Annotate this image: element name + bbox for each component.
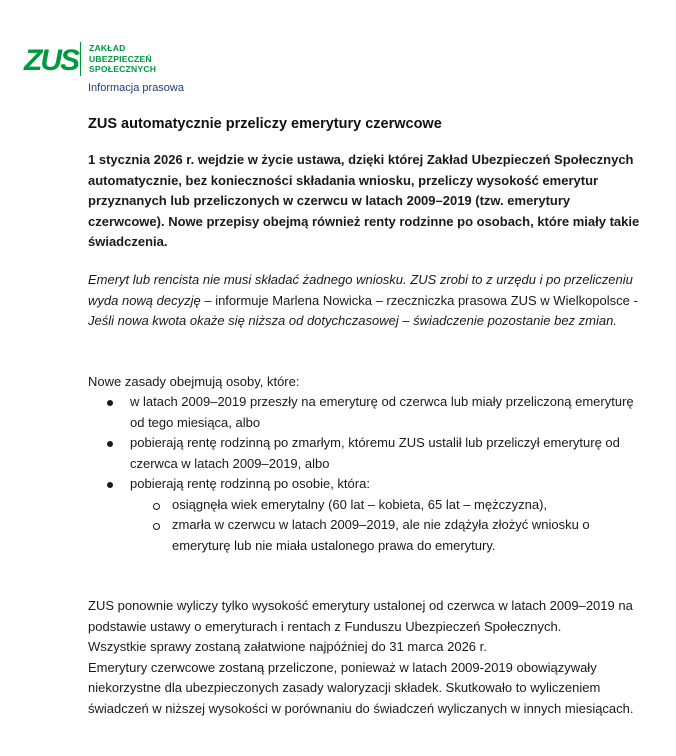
bullet-icon [107, 400, 113, 406]
eligibility-sublist [130, 495, 648, 557]
logo-wordmark [89, 43, 156, 74]
logo-divider [80, 42, 81, 76]
list-item-text: w latach 2009–2019 przeszły na emeryturę od czerwca lub miały przeliczoną emeryturę od tego miesiąca, albo [130, 394, 634, 430]
bullet-icon [107, 482, 113, 488]
list-item-text: pobierają rentę rodzinną po zmarłym, któremu ZUS ustalił lub przeliczył emeryturę od czerwca w latach 2009–2019, albo [130, 435, 620, 471]
zus-logo [23, 41, 156, 77]
list-item-text: pobierają rentę rodzinną po osobie, która: [130, 476, 370, 491]
sublist-item [130, 495, 648, 516]
logo-line-1: ZAKŁAD [89, 43, 126, 54]
zus-logo-mark-text: ZUS [24, 44, 78, 77]
article-title: ZUS automatycznie przeliczy emerytury czerwcowe [88, 116, 442, 132]
spokesperson-quote [88, 270, 648, 332]
list-item [88, 474, 648, 556]
circle-bullet-icon [153, 503, 160, 510]
eligibility-intro: Nowe zasady obejmują osoby, które: [88, 374, 300, 389]
closing-section [88, 596, 648, 719]
section-label: Informacja prasowa [88, 82, 184, 94]
article-lead: 1 stycznia 2026 r. wejdzie w życie ustawa, dzięki której Zakład Ubezpieczeń Społecznych automatycznie, bez konieczności składania wniosku, przeliczy wysokość emerytur przyznanych lub przeliczonych w czerwcu w latach 2009–2019 (tzw. emerytury czerwcowe). Nowe przepisy obejmą również renty rodzinne po osobach, które miały takie świadczenia. [88, 152, 640, 249]
quote-part-1: Emeryt lub rencista nie musi składać żadnego wniosku. ZUS zrobi to z urzędu i po przeliczeniu wyda nową decyzję [88, 272, 633, 308]
circle-bullet-icon [153, 523, 160, 530]
sublist-item [130, 515, 648, 556]
logo-line-2: UBEZPIECZEŃ [89, 53, 152, 64]
closing-paragraph-1: ZUS ponownie wyliczy tylko wysokość emerytury ustalonej od czerwca w latach 2009–2019 na podstawie ustawy o emeryturach i rentach z Funduszu Ubezpieczeń Społecznych. [88, 598, 633, 634]
list-item [88, 433, 648, 474]
quote-attribution: – informuje Marlena Nowicka – rzeczniczka prasowa ZUS w Wielkopolsce - [200, 292, 638, 308]
quote-part-2: Jeśli nowa kwota okaże się niższa od dotychczasowej – świadczenie pozostanie bez zmian. [88, 313, 617, 328]
list-item [88, 392, 648, 433]
zus-logo-mark [23, 43, 78, 77]
bullet-icon [107, 441, 113, 447]
closing-paragraph-3: Emerytury czerwcowe zostaną przeliczone, ponieważ w latach 2009-2019 obowiązywały niekorzystne dla ubezpieczonych zasady waloryzacji składek. Skutkowało to wyliczeniem świadczeń w niższej wysokości w porównaniu do świadczeń wyliczanych w innych miesiącach. [88, 659, 634, 716]
logo-line-3: SPOŁECZNYCH [89, 64, 157, 75]
sublist-item-text: zmarła w czerwcu w latach 2009–2019, ale nie zdążyła złożyć wniosku o emeryturę lub nie miała ustalonego prawa do emerytury. [172, 517, 590, 553]
sublist-item-text: osiągnęła wiek emerytalny (60 lat – kobieta, 65 lat – mężczyzna), [172, 496, 548, 512]
closing-paragraph-2: Wszystkie sprawy zostaną załatwione najpóźniej do 31 marca 2026 r. [88, 639, 487, 654]
eligibility-list [88, 392, 648, 556]
